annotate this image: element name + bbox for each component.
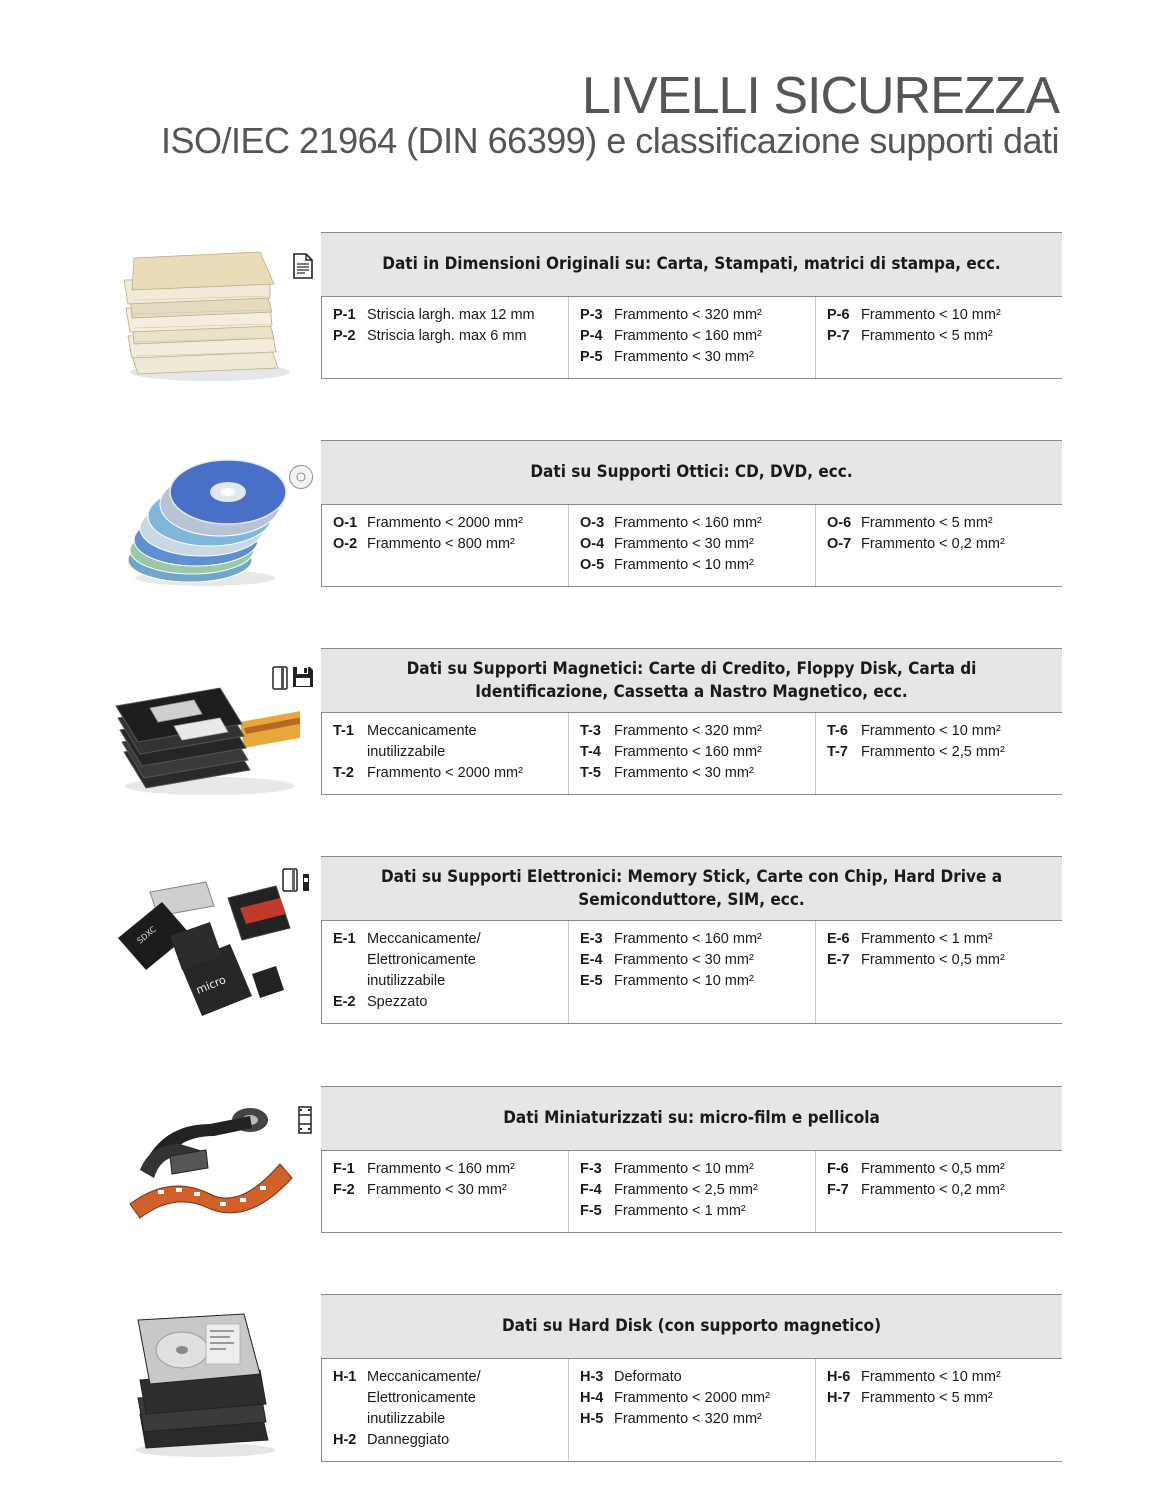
level-code: E-5 bbox=[580, 973, 603, 989]
level-code: T-4 bbox=[580, 744, 601, 760]
level-item bbox=[333, 1180, 558, 1201]
level-desc: Frammento < 2,5 mm² bbox=[614, 1182, 758, 1198]
levels-columns bbox=[321, 505, 1062, 586]
level-desc: Frammento < 0,5 mm² bbox=[861, 952, 1005, 968]
level-desc: Frammento < 10 mm² bbox=[614, 1161, 754, 1177]
level-desc: Frammento < 1 mm² bbox=[861, 931, 993, 947]
level-code: H-4 bbox=[580, 1390, 604, 1406]
level-item bbox=[580, 555, 805, 576]
level-item bbox=[580, 763, 805, 784]
levels-columns bbox=[321, 1359, 1062, 1461]
film-levels-table bbox=[321, 1086, 1062, 1233]
level-desc: Frammento < 10 mm² bbox=[614, 973, 754, 989]
film-rolls-photo bbox=[110, 1094, 300, 1244]
levels-column bbox=[568, 1151, 815, 1232]
level-desc: Frammento < 10 mm² bbox=[861, 1369, 1001, 1385]
level-code: H-2 bbox=[333, 1432, 357, 1448]
level-code: T-3 bbox=[580, 723, 601, 739]
section-heading: Dati Miniaturizzati su: micro-film e pellicola bbox=[321, 1087, 1062, 1151]
level-item bbox=[333, 305, 558, 326]
level-code: O-7 bbox=[827, 536, 852, 552]
level-code: E-4 bbox=[580, 952, 603, 968]
levels-column bbox=[568, 713, 815, 794]
optical-disc-icon bbox=[288, 464, 314, 490]
level-desc: Striscia largh. max 6 mm bbox=[367, 328, 527, 344]
level-code: O-4 bbox=[580, 536, 605, 552]
level-item bbox=[580, 1201, 805, 1222]
level-desc: Frammento < 320 mm² bbox=[614, 1411, 762, 1427]
levels-columns bbox=[321, 921, 1062, 1023]
levels-column bbox=[568, 297, 815, 378]
section-optical bbox=[100, 440, 1062, 592]
level-code: F-2 bbox=[333, 1182, 355, 1198]
level-code: O-5 bbox=[580, 557, 605, 573]
level-item bbox=[827, 1367, 1052, 1388]
hard-disks-photo bbox=[110, 1310, 300, 1460]
memory-cards-photo bbox=[110, 878, 300, 1028]
level-code: E-1 bbox=[333, 931, 356, 947]
level-code: H-3 bbox=[580, 1369, 604, 1385]
level-item bbox=[580, 1388, 805, 1409]
level-item bbox=[333, 763, 558, 784]
level-code: O-1 bbox=[333, 515, 358, 531]
levels-column bbox=[815, 505, 1062, 586]
level-code: P-3 bbox=[580, 307, 603, 323]
level-item bbox=[580, 347, 805, 368]
level-desc: Frammento < 2000 mm² bbox=[614, 1390, 770, 1406]
section-heading: Dati in Dimensioni Originali su: Carta, Stampati, matrici di stampa, ecc. bbox=[321, 233, 1062, 297]
page-title: LIVELLI SICUREZZA bbox=[581, 67, 1059, 125]
level-item bbox=[580, 534, 805, 555]
level-code: E-7 bbox=[827, 952, 850, 968]
level-item bbox=[827, 1180, 1052, 1201]
level-desc: Frammento < 320 mm² bbox=[614, 723, 762, 739]
magnetic-symbols bbox=[272, 666, 314, 690]
memory-stick-icon bbox=[302, 868, 310, 892]
level-desc: Frammento < 10 mm² bbox=[861, 307, 1001, 323]
levels-column bbox=[321, 713, 568, 794]
level-item bbox=[580, 950, 805, 971]
level-item bbox=[827, 1159, 1052, 1180]
levels-column bbox=[568, 505, 815, 586]
level-item bbox=[827, 721, 1052, 742]
levels-column bbox=[815, 1151, 1062, 1232]
section-heading: Dati su Supporti Magnetici: Carte di Credito, Floppy Disk, Carta di Identificazione, Cassetta a Nastro Magnetico, ecc. bbox=[321, 649, 1062, 713]
level-code: P-5 bbox=[580, 349, 603, 365]
level-desc: Frammento < 0,2 mm² bbox=[861, 1182, 1005, 1198]
level-code: P-1 bbox=[333, 307, 356, 323]
level-code: O-2 bbox=[333, 536, 358, 552]
level-item bbox=[827, 326, 1052, 347]
paper-stack-photo bbox=[110, 240, 300, 390]
level-desc: Frammento < 30 mm² bbox=[614, 952, 754, 968]
level-item bbox=[827, 929, 1052, 950]
electronic-levels-table bbox=[321, 856, 1062, 1024]
level-item bbox=[580, 513, 805, 534]
level-item bbox=[333, 534, 558, 555]
level-desc: Frammento < 160 mm² bbox=[614, 931, 762, 947]
level-desc: Frammento < 160 mm² bbox=[614, 744, 762, 760]
level-item bbox=[580, 305, 805, 326]
level-desc: Frammento < 30 mm² bbox=[614, 765, 754, 781]
level-code: F-1 bbox=[333, 1161, 355, 1177]
level-desc: Meccanicamente/ Elettronicamente inutilizzabile bbox=[367, 1369, 481, 1427]
level-item bbox=[333, 1367, 558, 1430]
level-item bbox=[827, 513, 1052, 534]
section-magnetic bbox=[100, 648, 1062, 800]
level-item bbox=[827, 950, 1052, 971]
level-item bbox=[333, 721, 558, 763]
optical-levels-table bbox=[321, 440, 1062, 587]
levels-column bbox=[815, 297, 1062, 378]
level-desc: Frammento < 2000 mm² bbox=[367, 515, 523, 531]
level-code: F-3 bbox=[580, 1161, 602, 1177]
level-desc: Frammento < 800 mm² bbox=[367, 536, 515, 552]
level-code: H-7 bbox=[827, 1390, 851, 1406]
section-heading: Dati su Hard Disk (con supporto magnetico) bbox=[321, 1295, 1062, 1359]
level-item bbox=[827, 1388, 1052, 1409]
level-code: T-7 bbox=[827, 744, 848, 760]
level-code: H-1 bbox=[333, 1369, 357, 1385]
electronic-symbols bbox=[282, 868, 310, 892]
level-item bbox=[580, 1180, 805, 1201]
level-code: T-2 bbox=[333, 765, 354, 781]
section-paper bbox=[100, 232, 1062, 384]
level-item bbox=[333, 929, 558, 992]
level-item bbox=[333, 1430, 558, 1451]
levels-column bbox=[815, 713, 1062, 794]
level-code: P-2 bbox=[333, 328, 356, 344]
level-item bbox=[580, 326, 805, 347]
level-item bbox=[827, 534, 1052, 555]
level-item bbox=[827, 305, 1052, 326]
page-subtitle: ISO/IEC 21964 (DIN 66399) e classificazione supporti dati bbox=[161, 120, 1059, 161]
level-desc: Frammento < 10 mm² bbox=[861, 723, 1001, 739]
level-desc: Frammento < 5 mm² bbox=[861, 1390, 993, 1406]
level-code: E-6 bbox=[827, 931, 850, 947]
level-code: P-6 bbox=[827, 307, 850, 323]
level-code: H-5 bbox=[580, 1411, 604, 1427]
level-desc: Meccanicamente inutilizzabile bbox=[367, 723, 477, 760]
level-code: E-3 bbox=[580, 931, 603, 947]
svg-text:SDXC: SDXC bbox=[135, 924, 158, 946]
level-desc: Danneggiato bbox=[367, 1432, 450, 1448]
level-desc: Frammento < 1 mm² bbox=[614, 1203, 746, 1219]
level-code: F-6 bbox=[827, 1161, 849, 1177]
level-item bbox=[827, 742, 1052, 763]
level-desc: Striscia largh. max 12 mm bbox=[367, 307, 535, 323]
paper-symbols bbox=[292, 252, 314, 280]
level-desc: Frammento < 0,2 mm² bbox=[861, 536, 1005, 552]
optical-discs-photo bbox=[110, 450, 300, 600]
level-code: H-6 bbox=[827, 1369, 851, 1385]
level-code: F-5 bbox=[580, 1203, 602, 1219]
level-desc: Frammento < 320 mm² bbox=[614, 307, 762, 323]
level-desc: Frammento < 30 mm² bbox=[614, 349, 754, 365]
level-code: O-3 bbox=[580, 515, 605, 531]
levels-column bbox=[815, 921, 1062, 1023]
levels-column bbox=[321, 505, 568, 586]
level-code: P-7 bbox=[827, 328, 850, 344]
level-item bbox=[580, 1159, 805, 1180]
level-item bbox=[580, 1409, 805, 1430]
levels-columns bbox=[321, 297, 1062, 378]
film-symbols bbox=[298, 1106, 312, 1134]
level-item bbox=[333, 513, 558, 534]
level-code: F-7 bbox=[827, 1182, 849, 1198]
section-electronic bbox=[100, 856, 1062, 1030]
hard-disk-levels-table bbox=[321, 1294, 1062, 1462]
level-item bbox=[333, 1159, 558, 1180]
floppy-disk-icon bbox=[292, 666, 314, 688]
level-desc: Frammento < 30 mm² bbox=[614, 536, 754, 552]
section-film bbox=[100, 1086, 1062, 1238]
level-item bbox=[580, 721, 805, 742]
levels-column bbox=[815, 1359, 1062, 1461]
svg-text:micro: micro bbox=[194, 973, 228, 997]
optical-symbols bbox=[288, 464, 314, 490]
level-item bbox=[580, 971, 805, 992]
level-code: T-1 bbox=[333, 723, 354, 739]
level-desc: Frammento < 160 mm² bbox=[614, 515, 762, 531]
level-code: E-2 bbox=[333, 994, 356, 1010]
levels-column bbox=[321, 1151, 568, 1232]
levels-column bbox=[321, 297, 568, 378]
level-desc: Frammento < 2000 mm² bbox=[367, 765, 523, 781]
level-desc: Spezzato bbox=[367, 994, 428, 1010]
level-desc: Frammento < 0,5 mm² bbox=[861, 1161, 1005, 1177]
levels-column bbox=[568, 1359, 815, 1461]
level-item bbox=[580, 1367, 805, 1388]
level-desc: Frammento < 5 mm² bbox=[861, 328, 993, 344]
magnetic-levels-table bbox=[321, 648, 1062, 795]
levels-column bbox=[568, 921, 815, 1023]
film-strip-icon bbox=[298, 1106, 312, 1134]
section-heading: Dati su Supporti Ottici: CD, DVD, ecc. bbox=[321, 441, 1062, 505]
level-item bbox=[580, 742, 805, 763]
levels-columns bbox=[321, 713, 1062, 794]
magnetic-card-icon bbox=[272, 666, 288, 690]
level-desc: Frammento < 10 mm² bbox=[614, 557, 754, 573]
paper-levels-table bbox=[321, 232, 1062, 379]
chip-card-icon bbox=[282, 868, 298, 892]
level-code: T-5 bbox=[580, 765, 601, 781]
paper-document-icon bbox=[292, 252, 314, 280]
level-desc: Frammento < 160 mm² bbox=[367, 1161, 515, 1177]
level-code: P-4 bbox=[580, 328, 603, 344]
level-desc: Frammento < 30 mm² bbox=[367, 1182, 507, 1198]
level-code: T-6 bbox=[827, 723, 848, 739]
levels-column bbox=[321, 921, 568, 1023]
level-item bbox=[333, 326, 558, 347]
level-desc: Frammento < 5 mm² bbox=[861, 515, 993, 531]
level-item bbox=[580, 929, 805, 950]
levels-column bbox=[321, 1359, 568, 1461]
levels-columns bbox=[321, 1151, 1062, 1232]
level-desc: Deformato bbox=[614, 1369, 682, 1385]
section-hard-disk bbox=[100, 1294, 1062, 1468]
level-desc: Frammento < 2,5 mm² bbox=[861, 744, 1005, 760]
level-code: F-4 bbox=[580, 1182, 602, 1198]
level-code: O-6 bbox=[827, 515, 852, 531]
level-item bbox=[333, 992, 558, 1013]
level-desc: Meccanicamente/ Elettronicamente inutilizzabile bbox=[367, 931, 481, 989]
level-desc: Frammento < 160 mm² bbox=[614, 328, 762, 344]
section-heading: Dati su Supporti Elettronici: Memory Stick, Carte con Chip, Hard Drive a Semiconduttore, SIM, ecc. bbox=[321, 857, 1062, 921]
